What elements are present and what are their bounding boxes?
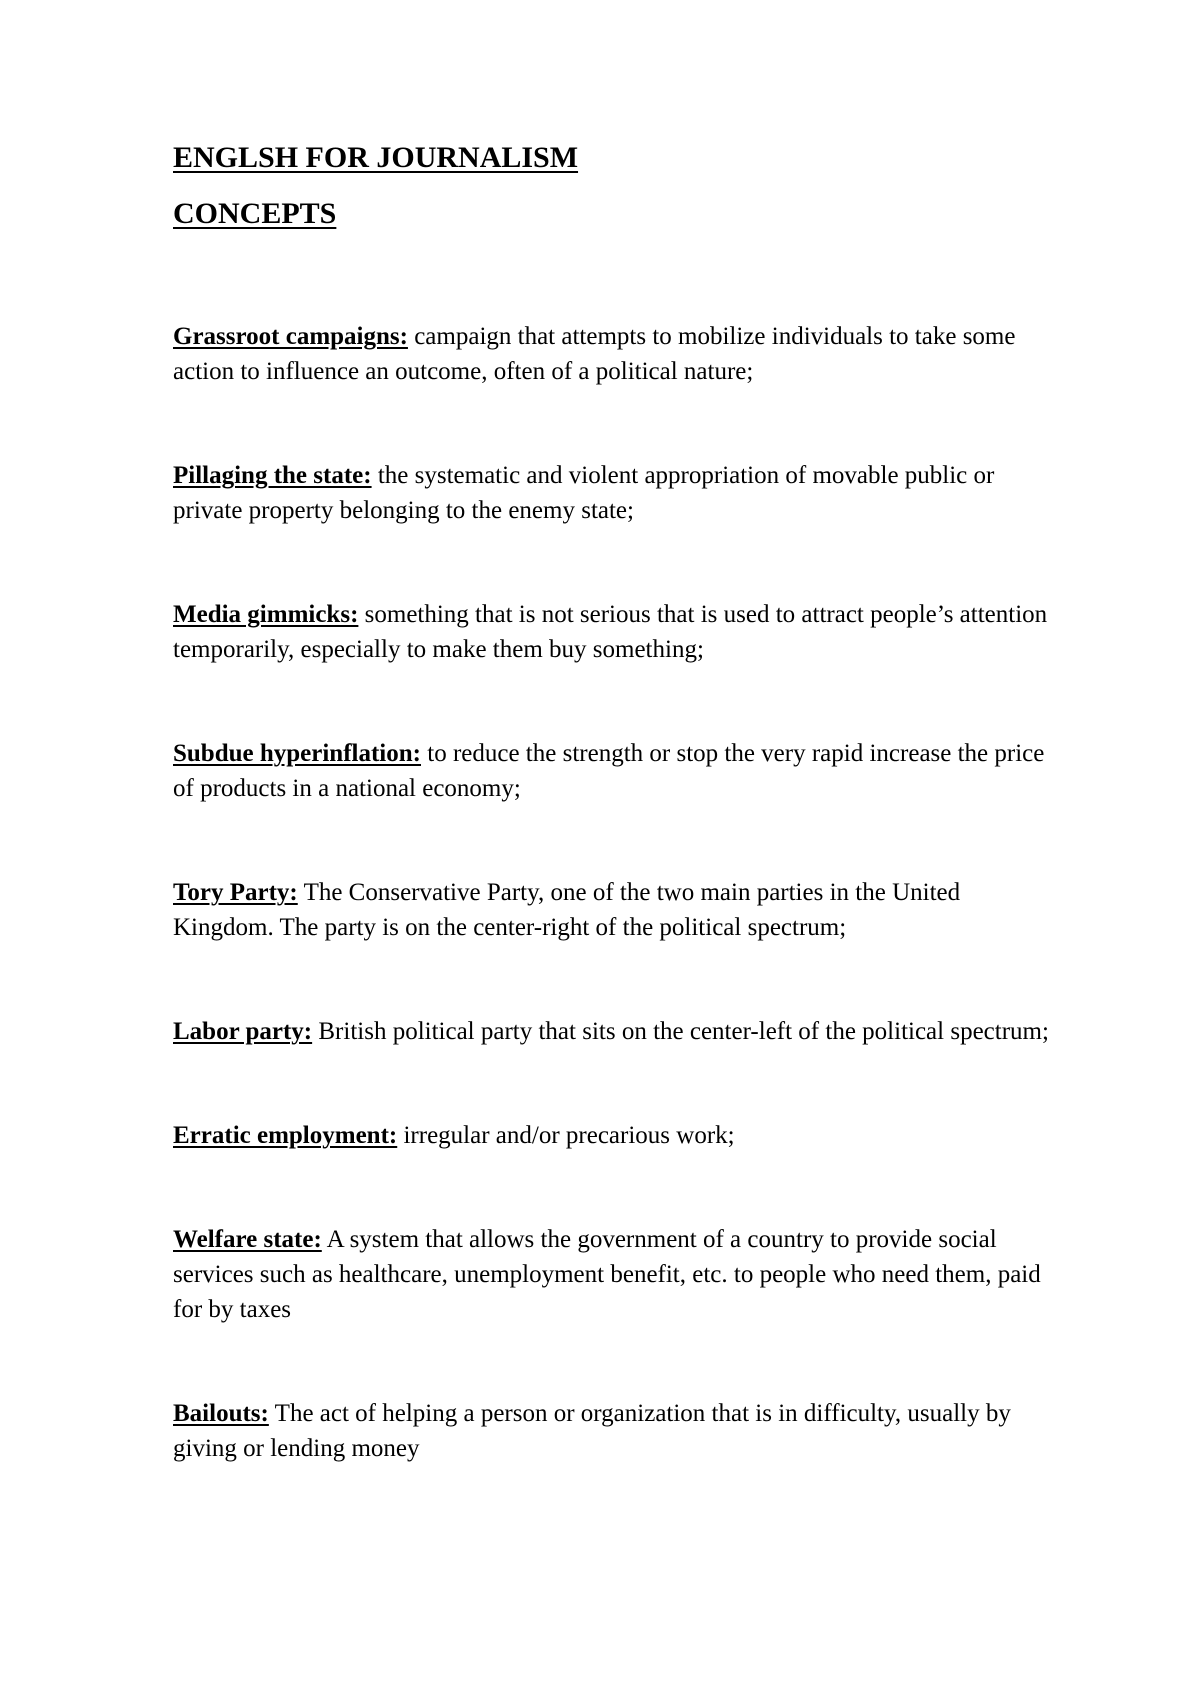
concept-definition: The Conservative Party, one of the two main parties in the United Kingdom. The party is on the center-right of the political spectrum; [173,879,961,941]
concept-term: Erratic employment: [173,1122,398,1149]
concept-definition: irregular and/or precarious work; [403,1122,735,1149]
concept-entry [173,597,1050,667]
concept-term: Bailouts: [173,1400,269,1427]
concept-entry [173,736,1050,806]
concept-entry [173,1014,1050,1049]
concept-entry [173,1222,1050,1327]
concept-term: Tory Party: [173,879,298,906]
concept-definition: the systematic and violent appropriation of movable public or private property belonging to the enemy state; [173,462,995,524]
concept-term: Pillaging the state: [173,462,372,489]
concept-term: Welfare state: [173,1226,322,1253]
document-title: ENGLSH FOR JOURNALISM [173,141,579,174]
concept-definition: The act of helping a person or organization that is in difficulty, usually by giving or lending money [173,1400,1011,1462]
concept-term: Labor party: [173,1018,313,1045]
concept-entry [173,319,1050,389]
concept-definition: British political party that sits on the center-left of the political spectrum; [318,1018,1049,1045]
concept-entry [173,1118,1050,1153]
concept-entry [173,875,1050,945]
document-subtitle: CONCEPTS [173,197,337,230]
concept-entry [173,458,1050,528]
concept-list [173,319,1050,1466]
concept-definition: campaign that attempts to mobilize individuals to take some action to influence an outcome, often of a political nature; [173,323,1016,385]
concept-term: Media gimmicks: [173,601,359,628]
concept-definition: to reduce the strength or stop the very rapid increase the price of products in a national economy; [173,740,1045,802]
concept-definition: something that is not serious that is used to attract people’s attention temporarily, especially to make them buy something; [173,601,1048,663]
concept-term: Subdue hyperinflation: [173,740,421,767]
concept-definition: A system that allows the government of a country to provide social services such as healthcare, unemployment benefit, etc. to people who need them, paid for by taxes [173,1226,1041,1323]
concept-entry [173,1396,1050,1466]
concept-term: Grassroot campaigns: [173,323,408,350]
